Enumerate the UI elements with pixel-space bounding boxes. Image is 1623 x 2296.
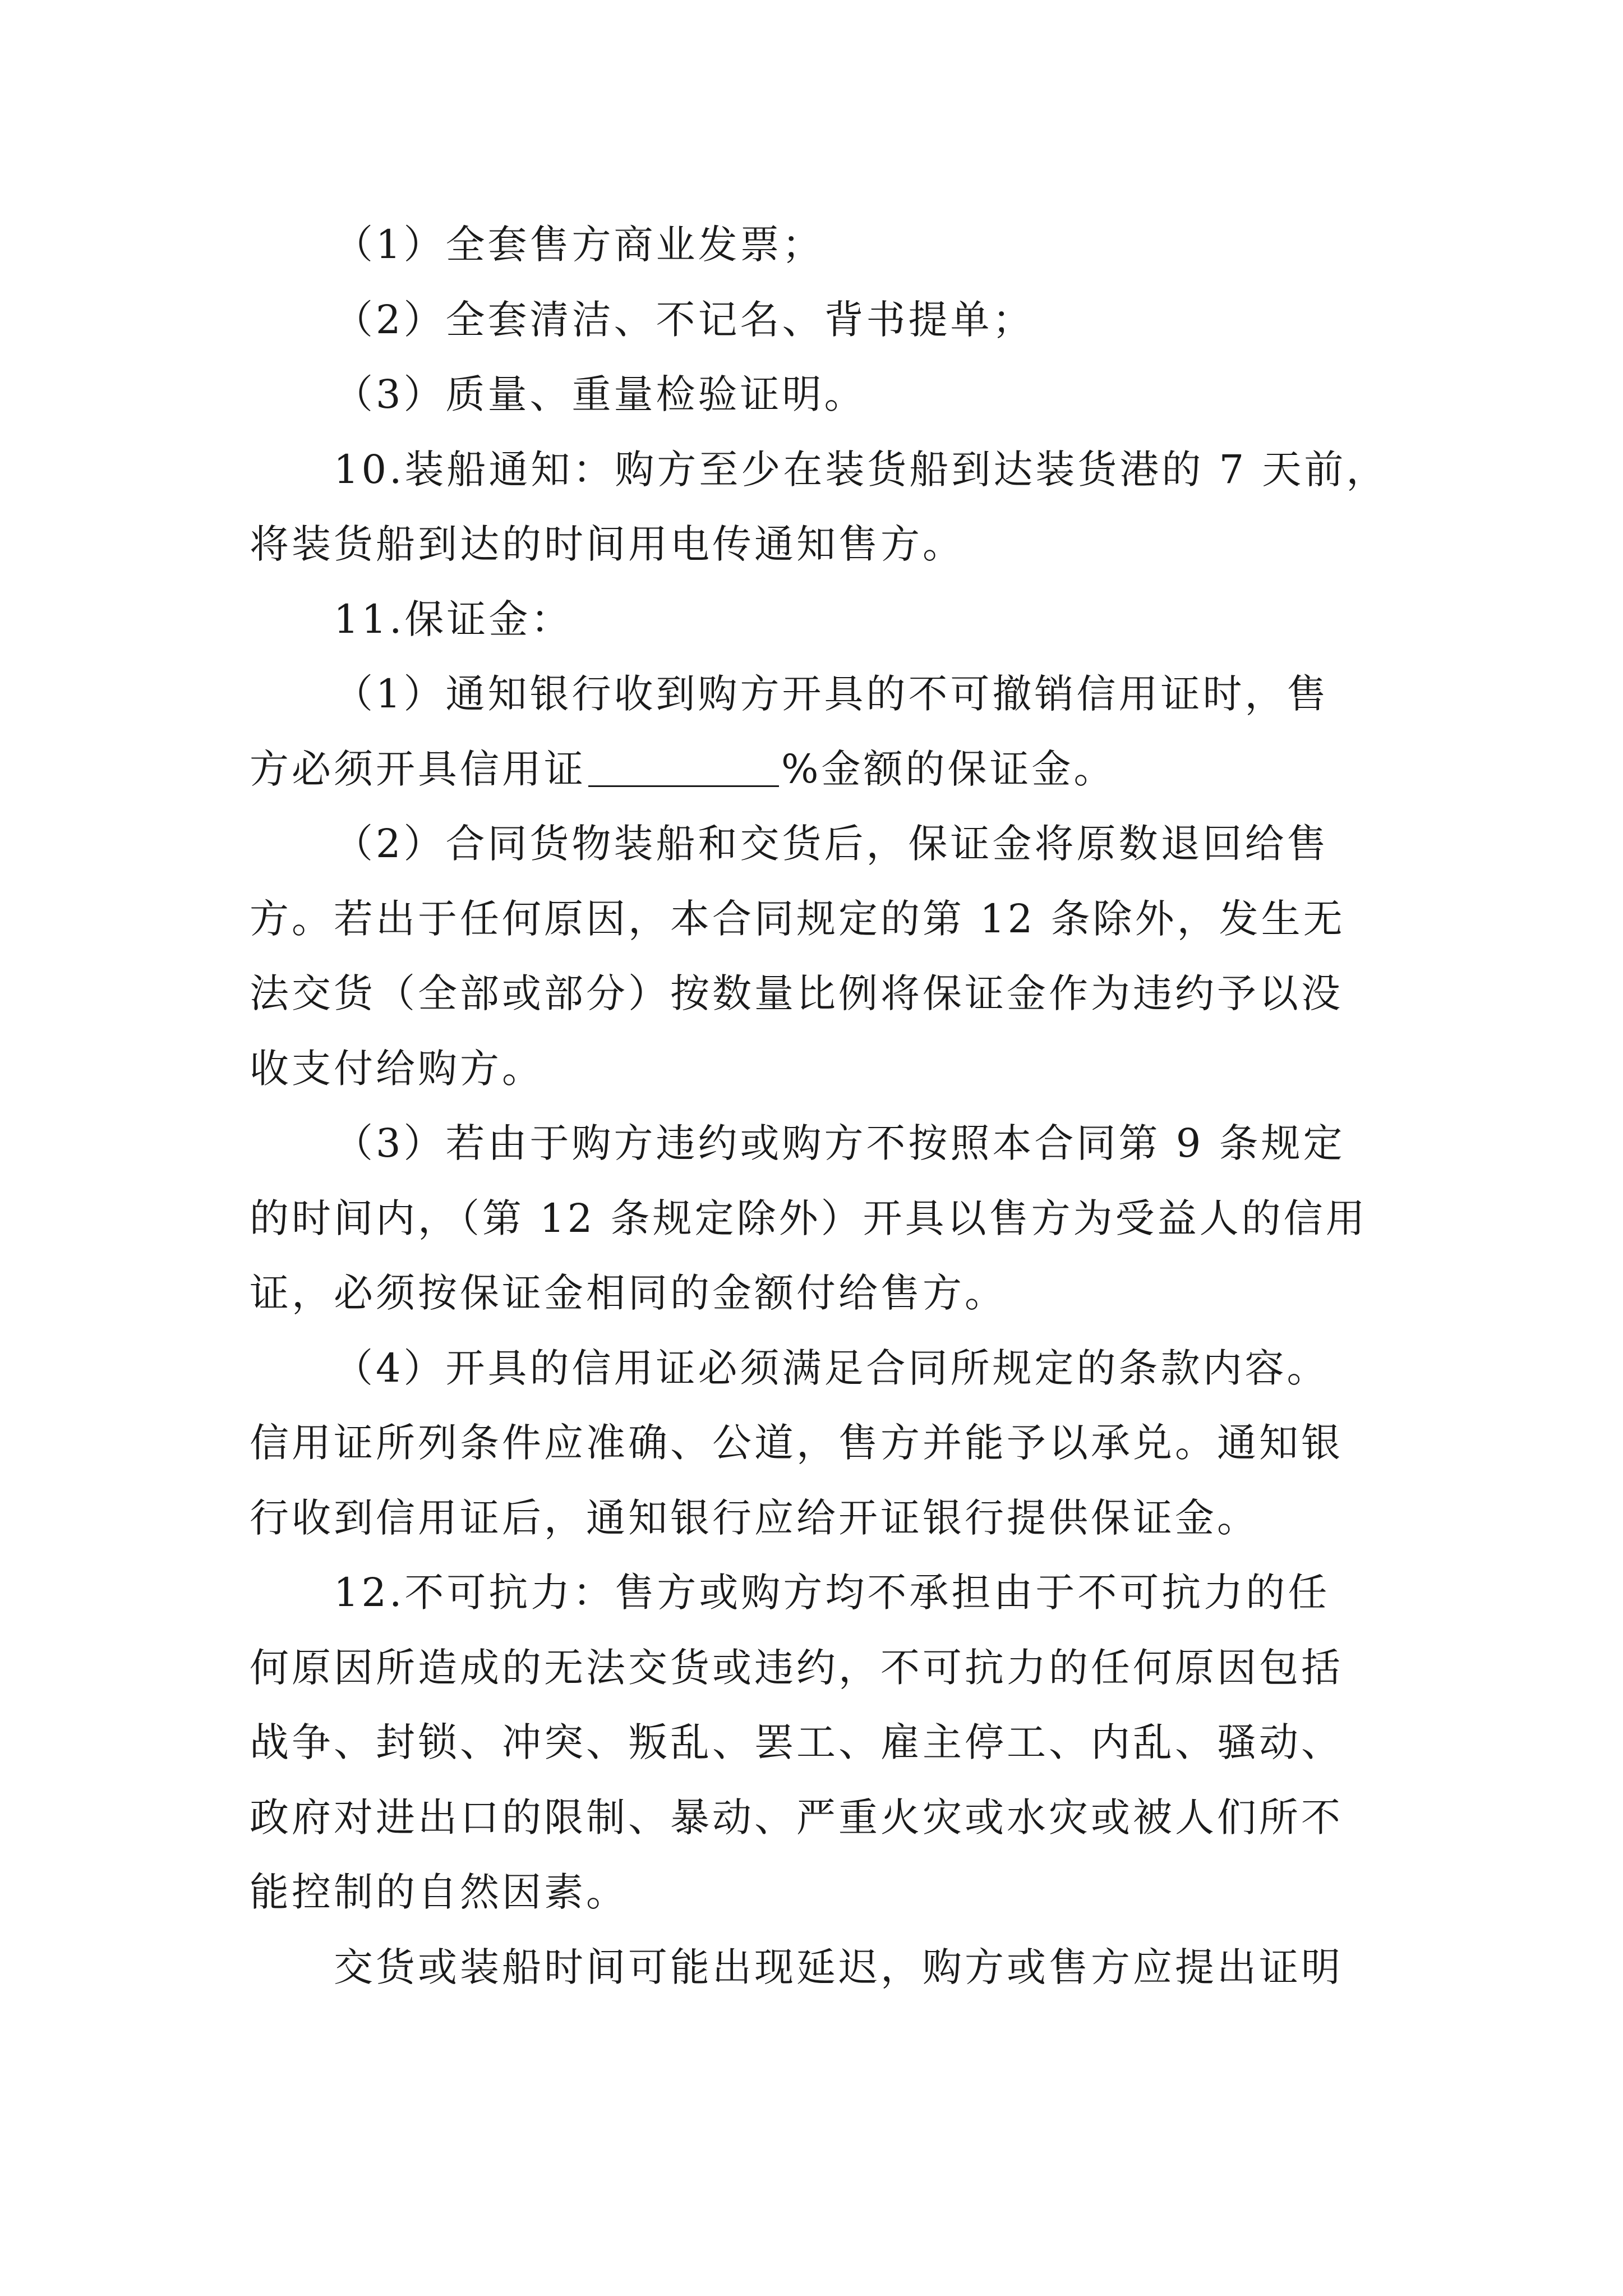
clause-10-line-2: 将装货船到达的时间用电传通知售方。 (250, 521, 965, 567)
clause-11-item-4-line-1: （4）开具的信用证必须满足合同所规定的条款内容。 (334, 1345, 1329, 1391)
clause-11-item-1-line-1: （1）通知银行收到购方开具的不可撤销信用证时，售 (334, 671, 1329, 717)
clause-12-line-3: 战争、封锁、冲突、叛乱、罢工、雇主停工、内乱、骚动、 (250, 1719, 1343, 1765)
clause-12-line-1: 12.不可抗力：售方或购方均不承担由于不可抗力的任 (334, 1570, 1330, 1616)
clause-12-line-2: 何原因所造成的无法交货或违约，不可抗力的任何原因包括 (250, 1644, 1343, 1691)
clause-11-item-2-line-3: 法交货（全部或部分）按数量比例将保证金作为违约予以没 (250, 970, 1343, 1016)
clause-11-item-3-line-1: （3）若由于购方违约或购方不按照本合同第 9 条规定 (334, 1120, 1345, 1166)
clause-10-line-1: 10.装船通知：购方至少在装货船到达装货港的 7 天前， (334, 446, 1389, 493)
clause-11-item-3-line-3: 证，必须按保证金相同的金额付给售方。 (250, 1270, 1007, 1316)
fill-in-blank (588, 752, 779, 787)
clause-11-item-2-line-2: 方。若出于任何原因，本合同规定的第 12 条除外，发生无 (250, 895, 1345, 942)
clause-11-item-2-line-4: 收支付给购方。 (250, 1045, 544, 1092)
clause-11-item-4-line-2: 信用证所列条件应准确、公道，售方并能予以承兑。通知银 (250, 1420, 1343, 1466)
clause-12-para-2-line-1: 交货或装船时间可能出现延迟，购方或售方应提出证明 (334, 1944, 1343, 1990)
clause-12-line-5: 能控制的自然因素。 (250, 1869, 628, 1915)
clause-9-item-2: （2）全套清洁、不记名、背书提单； (334, 296, 1035, 343)
clause-11-item-4-line-3: 行收到信用证后，通知银行应给开证银行提供保证金。 (250, 1494, 1259, 1541)
clause-11-item-3-line-2: 的时间内，（第 12 条规定除外）开具以售方为受益人的信用 (250, 1195, 1368, 1241)
clause-11-heading: 11.保证金： (334, 596, 573, 642)
clause-12-line-4: 政府对进出口的限制、暴动、严重火灾或水灾或被人们所不 (250, 1794, 1343, 1841)
text-after-blank: %金额的保证金。 (781, 746, 1116, 792)
clause-11-item-1-line-2 (250, 732, 1388, 807)
document-body (250, 208, 1388, 2005)
text-before-blank: 方必须开具信用证 (250, 746, 586, 792)
clause-9-item-3: （3）质量、重量检验证明。 (334, 371, 866, 417)
clause-11-item-2-line-1: （2）合同货物装船和交货后，保证金将原数退回给售 (334, 821, 1329, 867)
clause-9-item-1: （1）全套售方商业发票； (334, 222, 824, 268)
